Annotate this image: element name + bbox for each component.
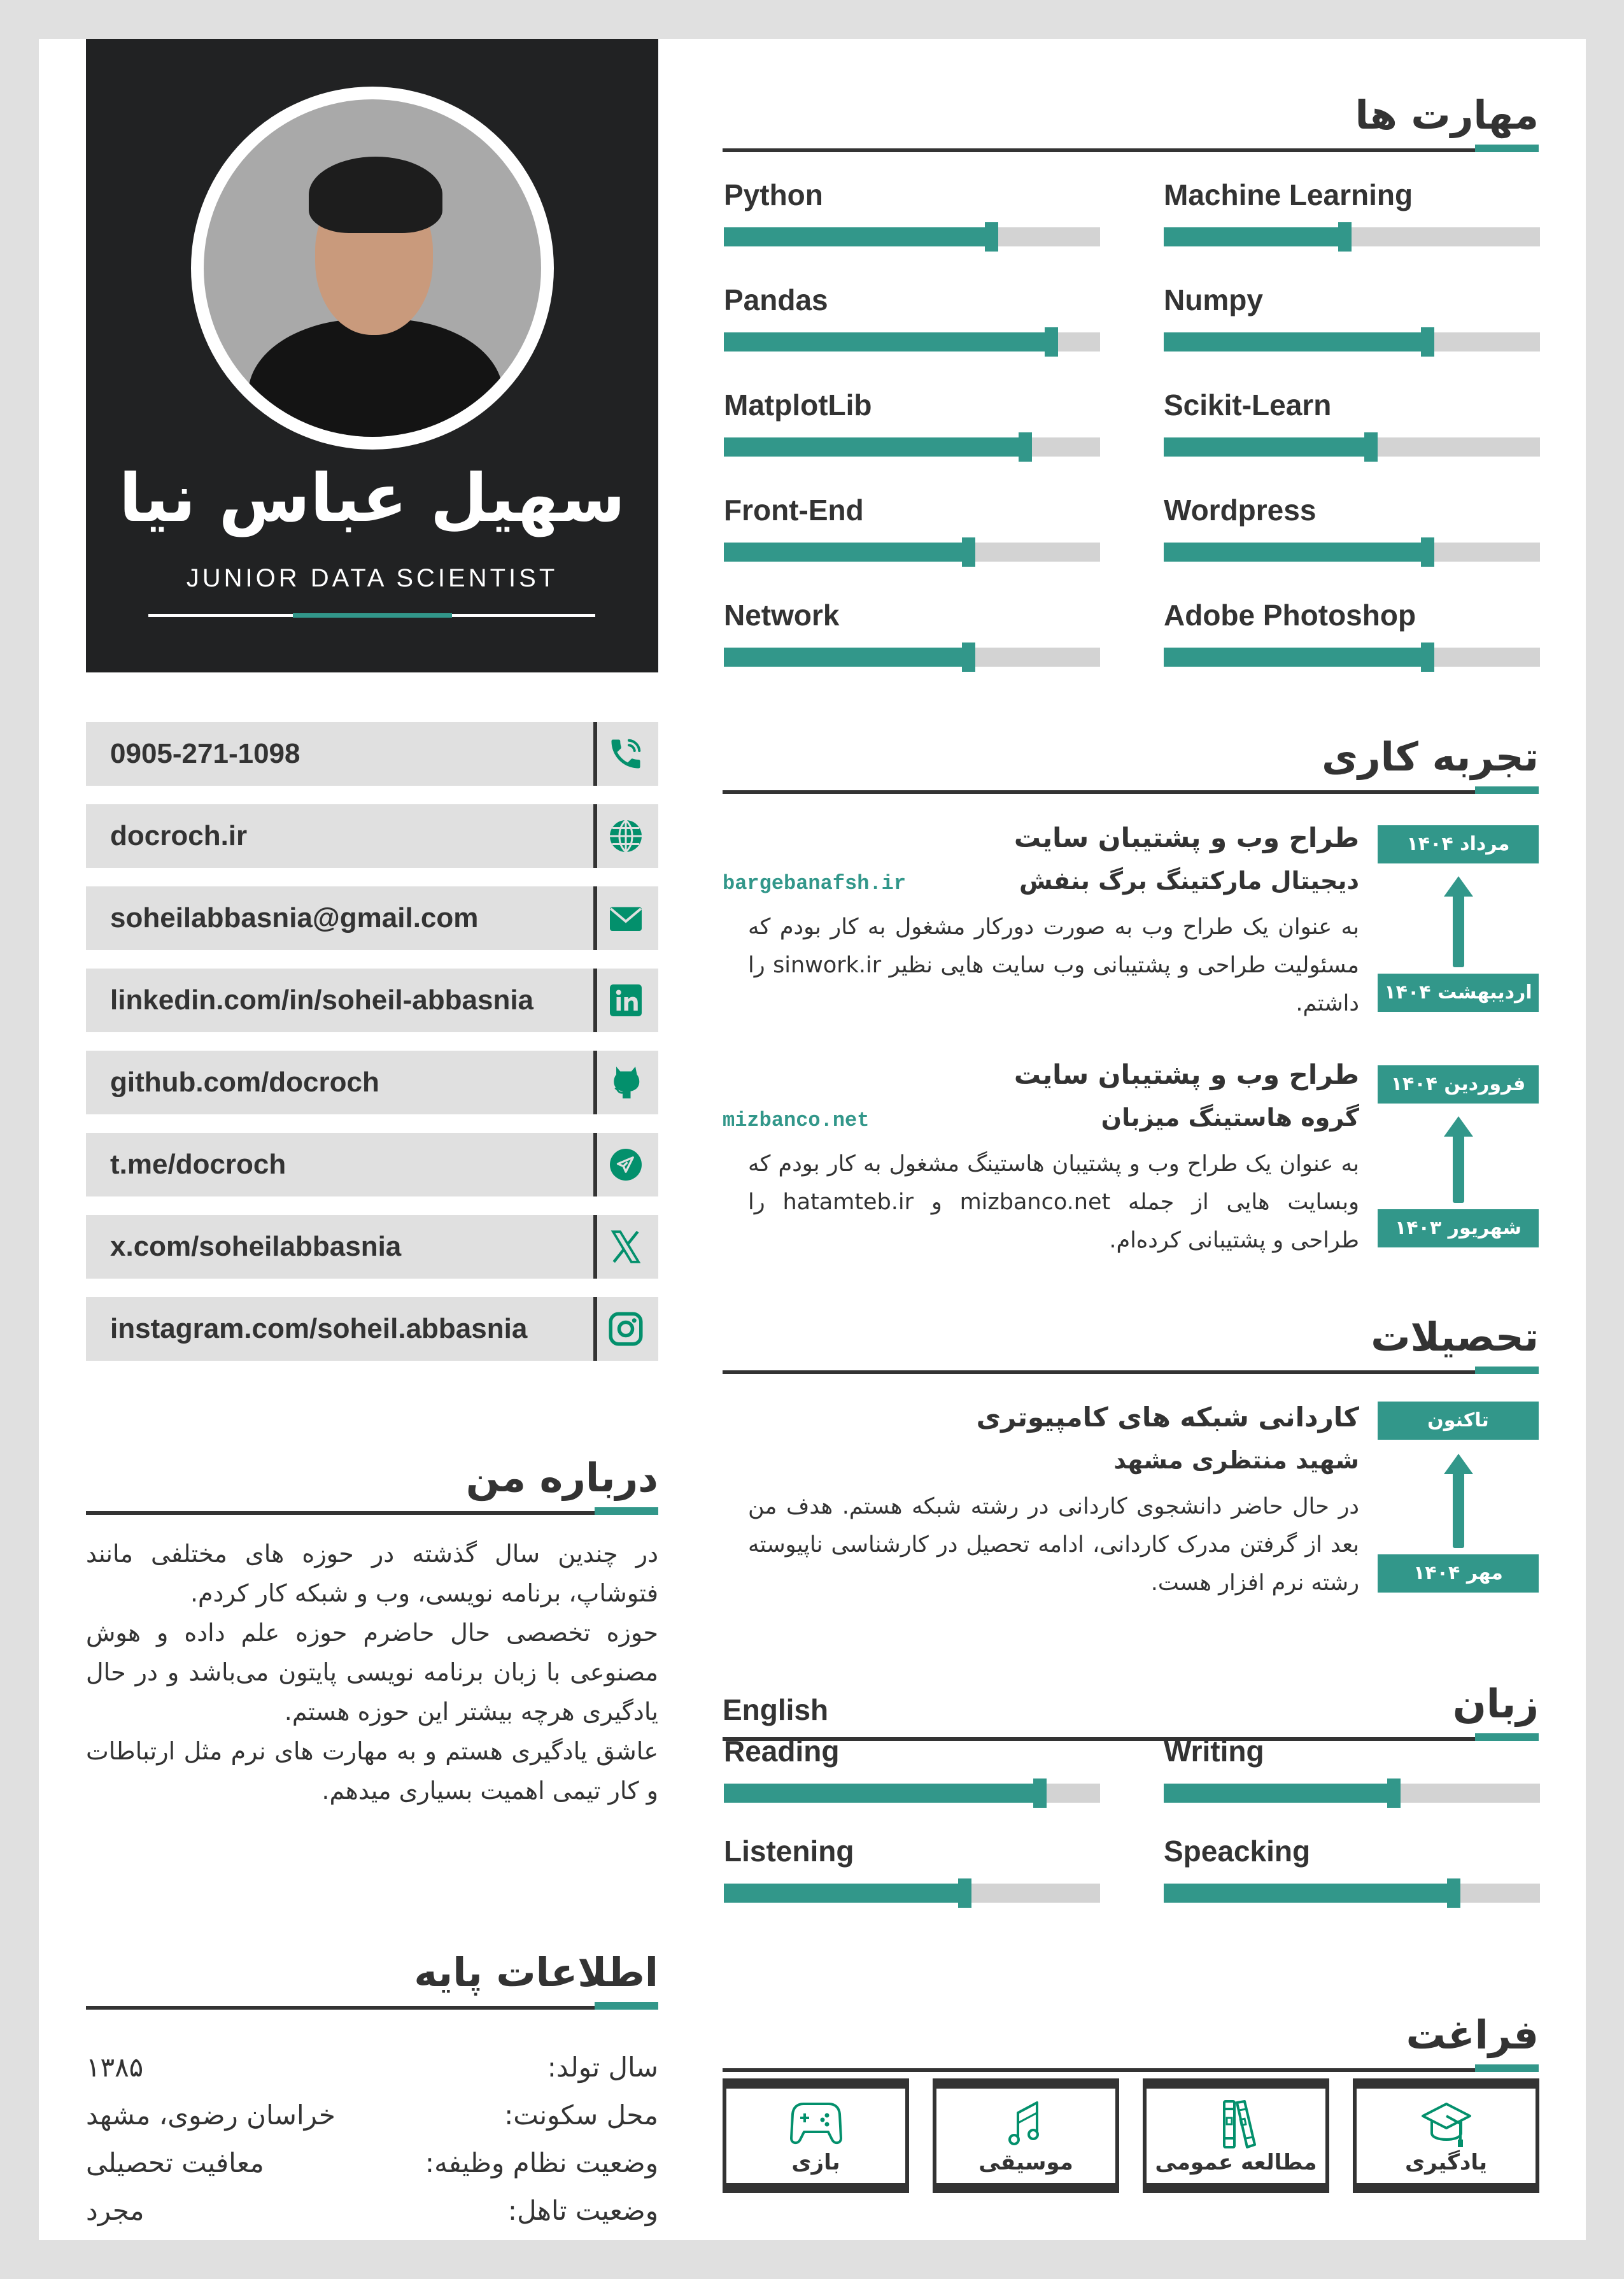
skill-progress-bar (724, 332, 1100, 351)
contact-text: github.com/docroch (110, 1067, 379, 1098)
progress-marker (1421, 643, 1434, 672)
skill-item (724, 493, 1100, 563)
globe-icon (605, 816, 647, 856)
timeline-arrow-icon (1453, 894, 1464, 967)
contact-divider (593, 1297, 597, 1361)
section-header (86, 1438, 658, 1515)
info-row-marital-status (86, 2195, 658, 2243)
section-title: تحصیلات (1371, 1314, 1539, 1360)
job-title: طراح وب و پشتیبان سایت (1013, 1059, 1359, 1090)
date-end-badge: فروردین ۱۴۰۴ (1378, 1065, 1539, 1104)
contact-phone[interactable] (86, 722, 658, 786)
section-title: زبان (1452, 1680, 1539, 1727)
hobbies-header (723, 1996, 1539, 2072)
education-description: در حال حاضر دانشجوی کاردانی در رشته شبکه هستم. هدف من بعد از گرفتن مدرک کاردانی، ادامه تحصیل در کارشناسی ناپیوسته رشته نرم افزار هست. (748, 1494, 1359, 1596)
info-value: معافیت تحصیلی (86, 2147, 264, 2178)
skill-label: Adobe Photoshop (1164, 599, 1416, 632)
progress-marker (1338, 222, 1352, 252)
profile-header (86, 39, 658, 672)
skill-item (724, 388, 1100, 458)
progress-marker (962, 643, 975, 672)
contact-text: linkedin.com/in/soheil-abbasnia (110, 984, 534, 1016)
hobby-label: یادگیری (1405, 2150, 1487, 2175)
info-value: خراسان رضوی، مشهد (86, 2099, 335, 2131)
language-skill-item (724, 1834, 1100, 1904)
mail-icon (605, 898, 647, 939)
skill-label: Python (724, 178, 823, 211)
progress-marker (985, 222, 998, 252)
timeline-arrow-icon (1453, 1472, 1464, 1548)
contact-text: x.com/soheilabbasnia (110, 1231, 402, 1262)
job-title: JUNIOR DATA SCIENTIST (186, 564, 558, 592)
skill-label: Scikit-Learn (1164, 388, 1332, 422)
skill-label: Wordpress (1164, 493, 1317, 527)
progress-marker (1421, 537, 1434, 567)
date-start-badge: مهر ۱۴۰۴ (1378, 1554, 1539, 1593)
skill-item (1164, 283, 1540, 353)
progress-marker (958, 1878, 971, 1908)
books-icon (1208, 2099, 1265, 2150)
skill-item (1164, 598, 1540, 668)
about-paragraph: عاشق یادگیری هستم و به مهارت های نرم مثل ارتباطات و کار تیمی اهمیت بسیاری میدهم. (86, 1737, 658, 1805)
date-end-badge: تاکنون (1378, 1402, 1539, 1440)
hobby-gaming (723, 2078, 909, 2193)
skill-progress-bar (1164, 227, 1540, 246)
skills-header (723, 76, 1539, 152)
skill-item (724, 598, 1100, 668)
info-row-residence (86, 2099, 658, 2147)
section-title: تجربه کاری (1322, 734, 1539, 780)
info-value: ۱۳۸۵ (86, 2052, 144, 2083)
progress-marker (962, 537, 975, 567)
skill-label: Network (724, 599, 840, 632)
section-title: فراغت (1406, 2012, 1539, 2058)
skill-label: Numpy (1164, 283, 1263, 316)
skill-item (1164, 178, 1540, 248)
section-title: اطلاعات پایه (414, 1949, 658, 1996)
contact-email[interactable] (86, 886, 658, 950)
info-label: وضعیت تاهل: (507, 2195, 658, 2226)
skill-progress-bar (1164, 648, 1540, 667)
language-skill-label: Reading (724, 1735, 840, 1768)
contact-divider (593, 1215, 597, 1279)
section-title: درباره من (465, 1454, 658, 1501)
progress-marker (1033, 1778, 1047, 1808)
language-skill-progress-bar (724, 1884, 1100, 1903)
contact-divider (593, 1051, 597, 1114)
language-skill-progress-bar (1164, 1884, 1540, 1903)
education-header (723, 1298, 1539, 1374)
language-skill-item (1164, 1734, 1540, 1804)
skill-item (1164, 493, 1540, 563)
instagram-icon (605, 1309, 647, 1349)
skill-label: Machine Learning (1164, 178, 1413, 211)
language-name: English (723, 1693, 829, 1726)
contact-divider (593, 804, 597, 868)
contact-github[interactable] (86, 1051, 658, 1114)
info-row-birth-year (86, 2052, 658, 2099)
contact-divider (593, 722, 597, 786)
skill-label: Pandas (724, 283, 828, 316)
institution-name: شهید منتظری مشهد (1113, 1446, 1359, 1474)
hobbies-list (723, 2078, 1539, 2193)
progress-marker (1421, 327, 1434, 357)
timeline-arrow-icon (1453, 1134, 1464, 1203)
contact-divider (593, 886, 597, 950)
skill-progress-bar (1164, 543, 1540, 562)
skill-item (1164, 388, 1540, 458)
skill-progress-bar (1164, 332, 1540, 351)
info-label: محل سکونت: (504, 2099, 658, 2131)
phone-icon (605, 734, 647, 774)
hobby-learning (1353, 2078, 1539, 2193)
telegram-icon (605, 1144, 647, 1185)
company-name: گروه هاستینگ میزبان (1101, 1104, 1359, 1132)
hobby-music (933, 2078, 1119, 2193)
profile-photo (204, 99, 541, 437)
about-paragraph: حوزه تخصصی حال حاضرم حوزه علم داده و هوش مصنوعی با زبان برنامه نویسی پایتون می‌باشد و در حال یادگیری هرچه بیشتر این حوزه هستم. (86, 1619, 658, 1726)
language-skill-progress-bar (724, 1784, 1100, 1803)
skill-label: Front-End (724, 493, 864, 527)
language-skill-label: Listening (724, 1835, 854, 1868)
graduation-cap-icon (1418, 2099, 1475, 2150)
contact-website[interactable] (86, 804, 658, 868)
contact-divider (593, 1133, 597, 1196)
hobby-label: موسیقی (978, 2150, 1073, 2175)
info-row-military-status (86, 2147, 658, 2195)
about-text (86, 1534, 658, 1810)
language-skill-label: Speacking (1164, 1835, 1311, 1868)
section-title: مهارت ها (1355, 92, 1539, 138)
experience-header (723, 718, 1539, 794)
company-link[interactable]: mizbanco.net (723, 1109, 870, 1132)
hobby-label: بازی (791, 2150, 840, 2175)
music-note-icon (998, 2099, 1055, 2150)
skill-item (724, 283, 1100, 353)
section-header (86, 1933, 658, 2010)
contact-telegram[interactable] (86, 1133, 658, 1196)
contact-instagram[interactable] (86, 1297, 658, 1361)
progress-marker (1447, 1878, 1460, 1908)
header-divider (148, 614, 595, 617)
degree-title: کاردانی شبکه های کامپیوتری (976, 1402, 1359, 1433)
date-end-badge: مرداد ۱۴۰۴ (1378, 825, 1539, 863)
skill-label: MatplotLib (724, 388, 872, 422)
skill-progress-bar (724, 543, 1100, 562)
contact-linkedin[interactable] (86, 969, 658, 1032)
hobby-label: مطالعه عمومی (1155, 2150, 1317, 2175)
date-start-badge: اردیبهشت ۱۴۰۴ (1378, 974, 1539, 1012)
job-description: به عنوان یک طراح وب به صورت دورکار مشغول به کار بودم که مسئولیت طراحی و پشتیبانی وب سایت هایی نظیر sinwork.ir را داشتم. (748, 914, 1359, 1016)
company-name: دیجیتال مارکتینگ برگ بنفش (1019, 867, 1359, 895)
skill-item (724, 178, 1100, 248)
contact-text: t.me/docroch (110, 1149, 286, 1180)
contact-text: instagram.com/soheil.abbasnia (110, 1313, 528, 1344)
date-start-badge: شهریور ۱۴۰۳ (1378, 1209, 1539, 1247)
skill-progress-bar (724, 437, 1100, 457)
language-skill-label: Writing (1164, 1735, 1264, 1768)
hobby-reading (1143, 2078, 1329, 2193)
progress-marker (1045, 327, 1058, 357)
progress-marker (1019, 432, 1032, 462)
job-title: طراح وب و پشتیبان سایت (1013, 822, 1359, 853)
language-skill-progress-bar (1164, 1784, 1540, 1803)
progress-marker (1364, 432, 1378, 462)
github-icon (605, 1062, 647, 1103)
contact-text: 0905-271-1098 (110, 738, 300, 769)
person-name: سهیل عباس نیا (118, 459, 626, 537)
contact-list (86, 722, 658, 1379)
contact-x[interactable] (86, 1215, 658, 1279)
info-label: سال تولد: (547, 2052, 658, 2083)
resume-page (39, 39, 1586, 2240)
language-skill-item (724, 1734, 1100, 1804)
linkedin-icon (605, 980, 647, 1021)
about-paragraph: در چندین سال گذشته در حوزه های مختلفی مانند فتوشاپ، برنامه نویسی، وب و شبکه کار کردم. (86, 1540, 658, 1607)
info-label: وضعیت نظام وظیفه: (425, 2147, 658, 2178)
skill-progress-bar (724, 227, 1100, 246)
skill-progress-bar (724, 648, 1100, 667)
skill-progress-bar (1164, 437, 1540, 457)
info-value: مجرد (86, 2195, 145, 2226)
avatar (191, 87, 554, 450)
contact-divider (593, 969, 597, 1032)
company-link[interactable]: bargebanafsh.ir (723, 872, 907, 895)
x-icon (605, 1226, 647, 1267)
contact-text: soheilabbasnia@gmail.com (110, 902, 479, 934)
contact-text: docroch.ir (110, 820, 248, 851)
job-description: به عنوان یک طراح وب و پشتیبان هاستینگ مشغول به کار بودم که وبسایت هایی از جمله mizbanco.net و hatamteb.ir را طراحی و پشتیبانی کرده‌ام. (748, 1151, 1359, 1253)
languages-header (723, 1665, 1539, 1741)
language-skill-item (1164, 1834, 1540, 1904)
progress-marker (1387, 1778, 1401, 1808)
gamepad-icon (787, 2099, 845, 2150)
